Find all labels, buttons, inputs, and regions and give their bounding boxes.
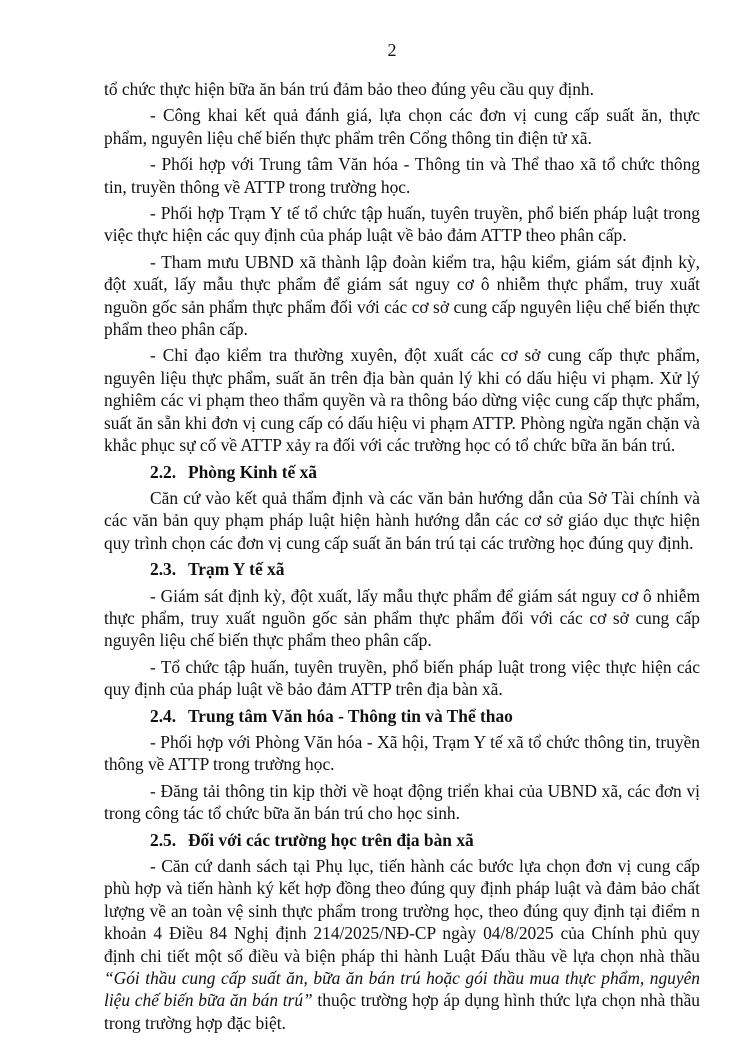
section-title: Phòng Kinh tế xã bbox=[188, 461, 318, 482]
paragraph-coordinate-culture-center: - Phối hợp với Trung tâm Văn hóa - Thông tin và Thể thao xã tổ chức thông tin, truyền thông về ATTP trong trường học. bbox=[104, 154, 700, 197]
section-number: 2.3. bbox=[150, 559, 177, 580]
section-number: 2.5. bbox=[150, 829, 177, 850]
paragraph-schools-procedure bbox=[104, 855, 700, 1034]
section-number: 2.4. bbox=[150, 705, 177, 726]
paragraph-text: - Căn cứ danh sách tại Phụ lục, tiến hành các bước lựa chọn đơn vị cung cấp phù hợp và tiến hành ký kết hợp đồng theo đúng quy định pháp luật và đảm bảo chất lượng về an toàn vệ sinh thực phẩm trong trường học, theo đúng quy định tại điểm n khoản 4 Điều 84 Nghị định 214/2025/NĐ-CP ngày 04/8/2025 của Chính phủ quy định chi tiết một số điều và biện pháp thi hành Luật Đấu thầu về lựa chọn nhà thầu bbox=[104, 856, 700, 966]
paragraph-health-monitoring: - Giám sát định kỳ, đột xuất, lấy mẫu thực phẩm để giám sát nguy cơ ô nhiễm thực phẩm, truy xuất nguồn gốc sản phẩm thực phẩm đối với các cơ sở cung cấp nguyên liệu chế biến thực phẩm theo phân cấp. bbox=[104, 585, 700, 651]
section-heading-2-3 bbox=[104, 558, 700, 580]
paragraph-culture-publish: - Đăng tải thông tin kịp thời về hoạt động triển khai của UBND xã, các đơn vị trong công tác tổ chức bữa ăn bán trú cho học sinh. bbox=[104, 780, 700, 824]
section-number: 2.2. bbox=[150, 461, 177, 482]
section-heading-2-5 bbox=[104, 829, 700, 851]
page-number: 2 bbox=[387, 40, 397, 60]
paragraph-continuation: tổ chức thực hiện bữa ăn bán trú đảm bảo theo đúng yêu cầu quy định. bbox=[104, 79, 594, 99]
paragraph-advise-inspection: - Tham mưu UBND xã thành lập đoàn kiểm tra, hậu kiểm, giám sát định kỳ, đột xuất, lấy mẫu thực phẩm để giám sát nguy cơ ô nhiễm thực phẩm, truy xuất nguồn gốc sản phẩm thực phẩm đối với các cơ sở cung cấp nguyên liệu chế biến thực phẩm theo phân cấp. bbox=[104, 251, 700, 340]
section-heading-2-2 bbox=[104, 461, 700, 483]
section-title: Đối với các trường học trên địa bàn xã bbox=[188, 829, 474, 850]
document-page bbox=[104, 38, 700, 1038]
paragraph-culture-coordinate: - Phối hợp với Phòng Văn hóa - Xã hội, Trạm Y tế xã tổ chức thông tin, truyền thông về ATTP trong trường học. bbox=[104, 731, 700, 775]
section-title: Trạm Y tế xã bbox=[188, 559, 285, 580]
paragraph-health-training: - Tổ chức tập huấn, tuyên truyền, phổ biến pháp luật trong việc thực hiện các quy định của pháp luật về bảo đảm ATTP trên địa bàn xã. bbox=[104, 656, 700, 700]
paragraph-public-results: - Công khai kết quả đánh giá, lựa chọn các đơn vị cung cấp suất ăn, thực phẩm, nguyên liệu chế biến thực phẩm trên Cổng thông tin điện tử xã. bbox=[104, 105, 700, 148]
quoted-package-name: “Gói thầu cung cấp suất ăn, bữa ăn bán trú hoặc gói thầu mua thực phẩm, nguyên liệu chế biến bữa ăn bán trú” bbox=[104, 968, 700, 1011]
paragraph-direct-inspection: - Chỉ đạo kiểm tra thường xuyên, đột xuất các cơ sở cung cấp thực phẩm, nguyên liệu thực phẩm, suất ăn trên địa bàn quản lý khi có dấu hiệu vi phạm. Xử lý nghiêm các vi phạm theo thẩm quyền và ra thông báo dừng việc cung cấp thực phẩm, suất ăn sẵn khi đơn vị cung cấp có dấu hiệu vi phạm ATTP. Phòng ngừa ngăn chặn và khắc phục sự cố về ATTP xảy ra đối với các trường học có tổ chức bữa ăn bán trú. bbox=[104, 345, 700, 456]
section-heading-2-4 bbox=[104, 705, 700, 727]
paragraph-coordinate-health-station: - Phối hợp Trạm Y tế tổ chức tập huấn, tuyên truyền, phổ biến pháp luật trong việc thực hiện các quy định của pháp luật về bảo đảm ATTP theo phân cấp. bbox=[104, 203, 700, 246]
paragraph-economic-dept: Căn cứ vào kết quả thẩm định và các văn bản hướng dẫn của Sở Tài chính và các văn bản quy phạm pháp luật hiện hành hướng dẫn các cơ sở giáo dục thực hiện quy trình chọn các đơn vị cung cấp suất ăn bán trú tại các trường học đúng quy định. bbox=[104, 487, 700, 553]
paragraph-text-end: thuộc trường hợp áp dụng hình thức lựa chọn nhà thầu trong trường hợp đặc biệt. bbox=[104, 990, 700, 1033]
section-title: Trung tâm Văn hóa - Thông tin và Thể thao bbox=[188, 705, 513, 726]
